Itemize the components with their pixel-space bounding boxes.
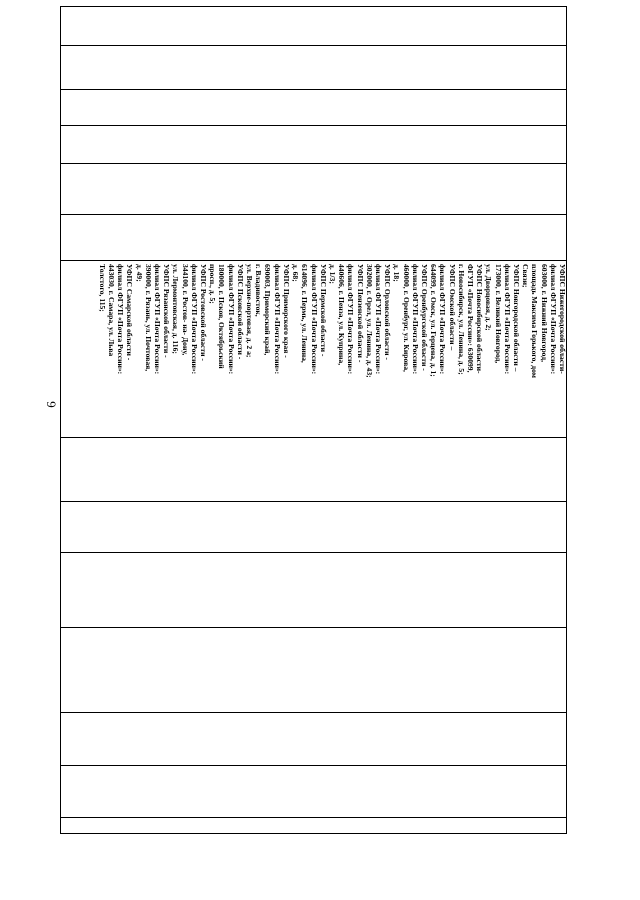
address-line: д. 49; <box>134 264 144 282</box>
address-line: просп., д. 5; <box>208 264 218 304</box>
address-line: Связи; <box>521 264 531 288</box>
address-line: УФПС Оренбургской области - <box>419 264 429 371</box>
address-line: 302000, г. Орел, ул. Ленина, д. 43; <box>364 264 374 378</box>
address-cell <box>61 262 566 437</box>
page-number: 6 <box>43 401 59 408</box>
address-line: д. 18; <box>392 264 402 282</box>
row-divider <box>61 89 566 90</box>
address-line: д. 1/3; <box>327 264 337 284</box>
address-line: филиал ФГУП «Почта России»: <box>226 264 236 375</box>
address-line: УФПС Пермской области - <box>318 264 328 357</box>
address-line: 460000, г. Оренбург, ул. Кирова, <box>401 264 411 372</box>
address-line: ФГУП «Почта России»: 630099, <box>465 264 475 373</box>
address-line: УФПС Псковской области - <box>235 264 245 360</box>
address-line: площадь Максима Горького, дом <box>530 264 540 378</box>
rotated-table <box>60 6 567 834</box>
address-line: филиал ФГУП «Почта России»: <box>346 264 356 375</box>
address-line: УФПС Орловской области - <box>383 264 393 360</box>
address-line: филиал ФГУП «Почта России»: <box>410 264 420 375</box>
row-divider <box>61 627 566 628</box>
address-line: 173000, г. Великий Новгород, <box>493 264 503 364</box>
address-line: филиал ФГУП «Почта России»: <box>153 264 163 375</box>
address-line: 443030, г. Самара, ул. Льва <box>107 264 117 357</box>
address-line: г. Владивосток, <box>254 264 264 317</box>
row-divider <box>61 501 566 502</box>
address-line: филиал ФГУП «Почта России»: <box>502 264 512 375</box>
address-line: УФПС Новгородской области – <box>511 264 521 372</box>
address-line: УФПС Омской области – <box>447 264 457 351</box>
row-divider <box>61 45 566 46</box>
address-line: 603000, г. Нижний Новгород, <box>539 264 549 362</box>
postal-addresses-text <box>61 262 568 437</box>
row-divider <box>61 437 566 438</box>
address-line: ул. Верхне-портовая, д. 2 а; <box>245 264 255 358</box>
row-divider <box>61 712 566 713</box>
address-line: 390000, г. Рязань, ул. Почтовая, <box>143 264 153 372</box>
address-line: 344100, г. Ростов- на- Дону, <box>180 264 190 356</box>
address-line: филиал ФГУП «Почта России»: <box>189 264 199 375</box>
address-line: г. Новосибирск, ул. Ленина, д. 5; <box>456 264 466 375</box>
address-line: 614096, г. Пермь, ул. Ленина, <box>300 264 310 363</box>
address-line: филиал ФГУП «Почта России»: <box>116 264 126 375</box>
row-divider <box>61 765 566 766</box>
address-line: 180000, г. Псков, Октябрьский <box>217 264 227 369</box>
address-line: УФПС Рязанской области - <box>162 264 172 358</box>
address-line: ул. Дворцовая, д. 2; <box>484 264 494 331</box>
address-line: ул. Лермонтовская, д. 116; <box>171 264 181 354</box>
address-line: УФПС Самарской области - <box>125 264 135 361</box>
address-line: 690003, Приморский край, <box>263 264 273 356</box>
address-line: филиал ФГУП «Почта России»: <box>373 264 383 375</box>
row-divider <box>61 552 566 553</box>
address-line: УФПС Новосибирской области- <box>475 264 485 374</box>
address-line: УФПС Ростовской области - <box>199 264 209 361</box>
address-line: филиал ФГУП «Почта России»: <box>272 264 282 375</box>
address-line: филиал ФГУП «Почта России»: <box>438 264 448 375</box>
address-line: Толстого, 115; <box>97 264 107 312</box>
address-line: д. 68; <box>291 264 301 282</box>
address-line: филиал ФГУП «Почта России»: <box>309 264 319 375</box>
address-line: 644099, г. Омск, ул. Герцена, д. 1; <box>429 264 439 377</box>
row-divider <box>61 125 566 126</box>
address-line: УФПС Приморского края - <box>281 264 291 358</box>
row-divider <box>61 260 566 261</box>
address-line: УФПС Пензенской области - <box>355 264 365 363</box>
row-divider <box>61 163 566 164</box>
address-line: УФПС Нижегородской области- <box>558 264 567 374</box>
address-line: филиал ФГУП «Почта России»: <box>548 264 558 375</box>
address-line: 440606, г. Пенза, ул. Куприна, <box>337 264 347 366</box>
row-divider <box>61 214 566 215</box>
row-divider <box>61 817 566 818</box>
